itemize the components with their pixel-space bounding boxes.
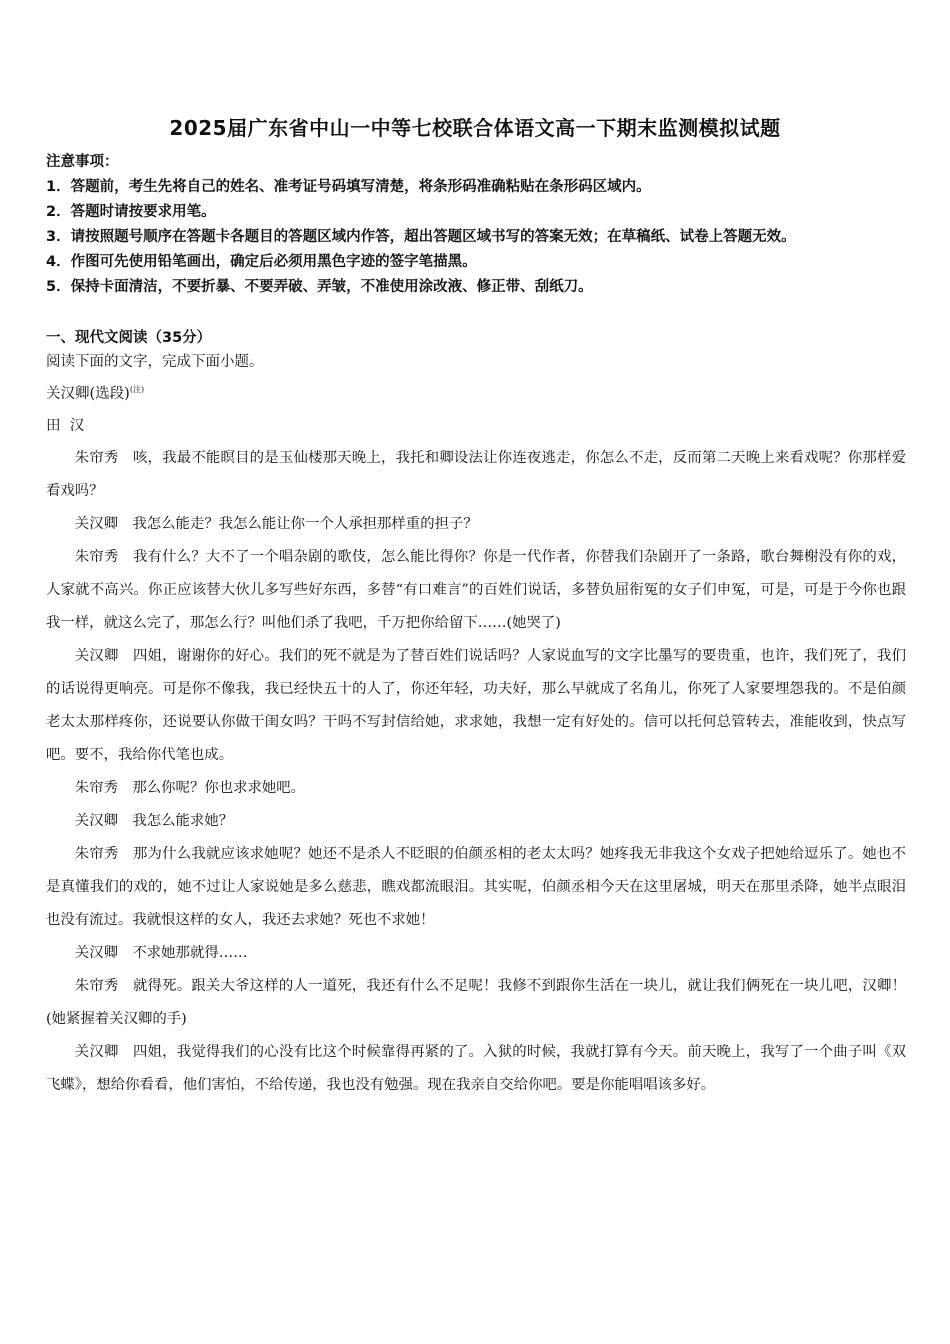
- speaker: 关汉卿: [74, 516, 118, 532]
- dialogue-line: [46, 970, 906, 1036]
- speech: 四姐，谢谢你的好心。我们的死不就是为了替百姓们说话吗？人家说血写的文字比墨写的要贵重，也许，我们死了，我们的话说得更响亮。可是你不像我，我已经快五十的人了，你还年轻，功夫好，那么早就成了名角儿，你死了人家要埋怨我的。不是伯颜老太太那样疼你，还说要认你做干闺女吗？干吗不写封信给她，求求她，我想一定有好处的。信可以托何总管转去，准能收到，快点写吧。要不，我给你代笔也成。: [46, 648, 906, 763]
- page-title: 2025届广东省中山一中等七校联合体语文高一下期末监测模拟试题: [169, 116, 781, 140]
- dialogue-line: [46, 772, 906, 805]
- speech: 就得死。跟关大爷这样的人一道死，我还有什么不足呢！我修不到跟你生活在一块儿，就让我们俩死在一块儿吧，汉卿！(她紧握着关汉卿的手): [46, 978, 906, 1027]
- dialogue-line: [46, 640, 906, 772]
- speaker: 朱帘秀: [74, 450, 119, 466]
- speaker: 朱帘秀: [74, 978, 119, 994]
- speech: 四姐，我觉得我们的心没有比这个时候靠得再紧的了。入狱的时候，我就打算有今天。前天晚上，我写了一个曲子叫《双飞蝶》，想给你看看，他们害怕，不给传递，我也没有勉强。现在我亲自交给你吧。要是你能唱唱该多好。: [46, 1044, 906, 1093]
- speaker: 关汉卿: [74, 1044, 119, 1060]
- dialogue-line: [46, 937, 906, 970]
- notice-item: 5．保持卡面清洁，不要折暴、不要弄破、弄皱，不准使用涂改液、修正带、刮纸刀。: [46, 279, 593, 295]
- work-title: 关汉卿(选段): [46, 386, 130, 402]
- notice-block: [46, 150, 906, 300]
- notice-item: 1．答题前，考生先将自己的姓名、准考证号码填写清楚，将条形码准确粘贴在条形码区域内。: [46, 179, 651, 195]
- speech: 咳，我最不能瞑目的是玉仙楼那天晚上，我托和卿设法让你连夜逃走，你怎么不走，反而第二天晚上来看戏呢？你那样爱看戏吗？: [46, 450, 906, 499]
- section-instruction: 阅读下面的文字，完成下面小题。: [46, 354, 264, 370]
- speaker: 关汉卿: [74, 813, 118, 829]
- speaker: 关汉卿: [74, 648, 119, 664]
- speech: 我有什么？大不了一个唱杂剧的歌伎，怎么能比得你？你是一代作者，你替我们杂剧开了一条路，歌台舞榭没有你的戏，人家就不高兴。你正应该替大伙儿多写些好东西，多替“有口难言”的百姓们说话，多替负屈衔冤的女子们申冤，可是，可是于今你也跟我一样，就这么完了，那怎么行？叫他们杀了我吧，千万把你给留下……(她哭了): [46, 549, 906, 631]
- dialogue-line: [46, 838, 906, 937]
- note-mark: (注): [129, 385, 145, 394]
- speech: 那么你呢？你也求求她吧。: [132, 780, 306, 796]
- author: 田 汉: [46, 418, 85, 434]
- speaker: 关汉卿: [74, 945, 118, 961]
- notice-item: 4．作图可先使用铅笔画出，确定后必须用黑色字迹的签字笔描黑。: [46, 254, 477, 270]
- speaker: 朱帘秀: [74, 549, 119, 565]
- dialogue-line: [46, 541, 906, 640]
- dialogue-line: [46, 1036, 906, 1102]
- work-title-line: [46, 374, 906, 410]
- speaker: 朱帘秀: [74, 780, 118, 796]
- reading-section: [46, 326, 906, 442]
- speaker: 朱帘秀: [74, 846, 119, 862]
- dialogue-line: [46, 442, 906, 508]
- notice-heading: 注意事项：: [46, 154, 119, 170]
- speech: 不求她那就得……: [132, 945, 248, 961]
- dialogue-body: [46, 442, 906, 1102]
- speech: 那为什么我就应该求她呢？她还不是杀人不眨眼的伯颜丞相的老太太吗？她疼我无非我这个女戏子把她给逗乐了。她也不是真懂我们的戏的，她不过让人家说她是多么慈悲，瞧戏都流眼泪。其实呢，伯颜丞相今天在这里屠城，明天在那里杀降，她半点眼泪也没有流过。我就恨这样的女人，我还去求她？死也不求她！: [46, 846, 906, 928]
- notice-item: 2．答题时请按要求用笔。: [46, 204, 216, 220]
- dialogue-line: [46, 805, 906, 838]
- dialogue-line: [46, 508, 906, 541]
- section-heading: 一、现代文阅读（35分）: [46, 330, 212, 346]
- speech: 我怎么能求她？: [132, 813, 234, 829]
- speech: 我怎么能走？我怎么能让你一个人承担那样重的担子？: [132, 516, 478, 532]
- notice-item: 3．请按照题号顺序在答题卡各题目的答题区域内作答，超出答题区域书写的答案无效；在草稿纸、试卷上答题无效。: [46, 229, 796, 245]
